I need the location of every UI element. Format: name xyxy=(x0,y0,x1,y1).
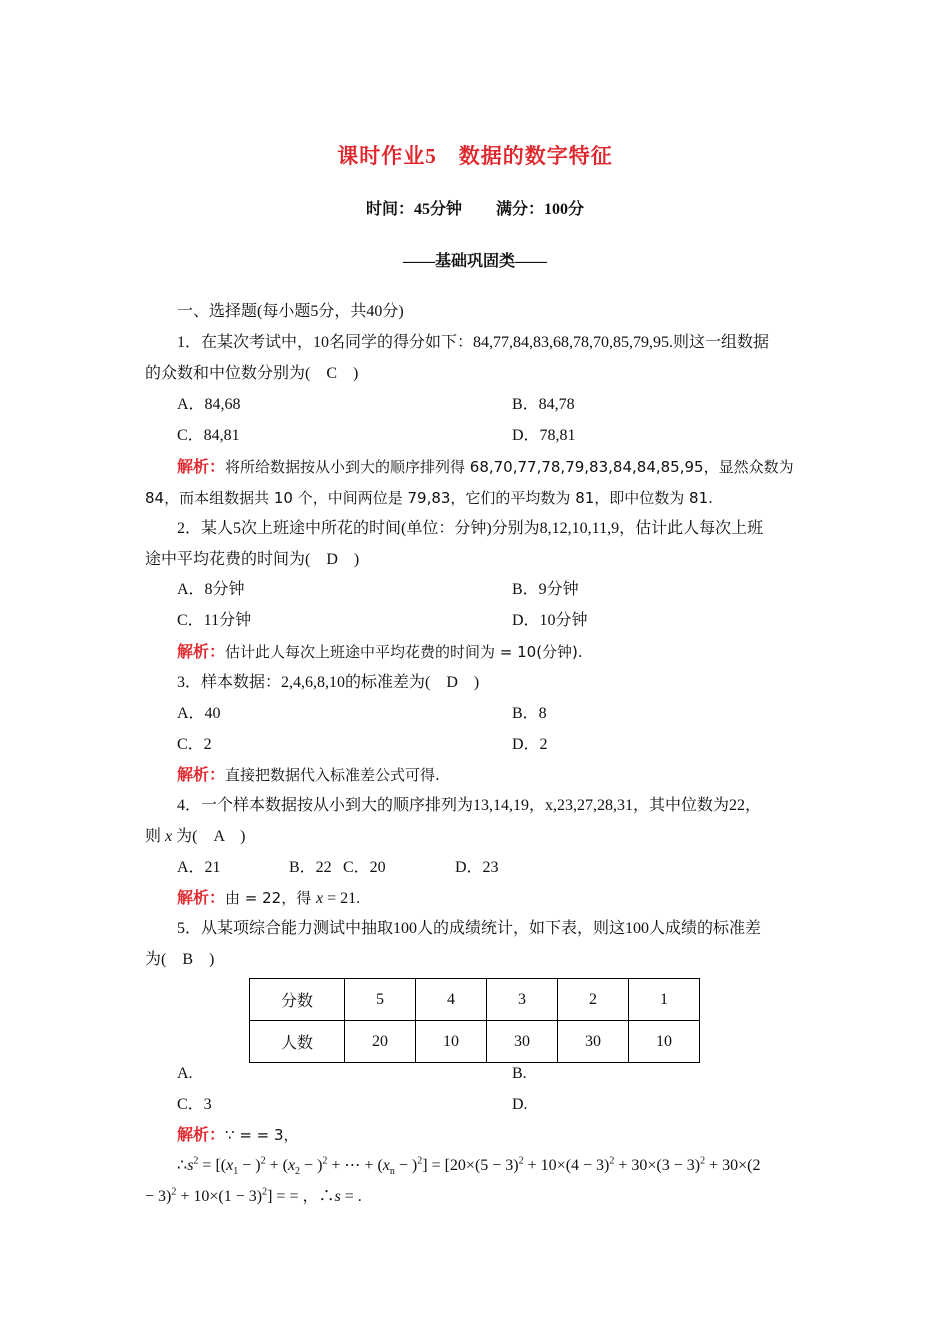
q5-option-d: D. xyxy=(512,1096,528,1113)
analysis-label: 解析： xyxy=(177,459,226,476)
analysis-label: 解析： xyxy=(177,644,226,661)
q3-analysis xyxy=(177,764,440,787)
q2-option-a: A．8分钟 xyxy=(177,581,245,598)
q4-analysis-var: x xyxy=(315,890,324,907)
q2-text-line2: 途中平均花费的时间为( D ) xyxy=(145,551,360,568)
formula-exp: 2 xyxy=(417,1155,423,1167)
q3-option-d: D．2 xyxy=(512,736,548,753)
q2-option-b: B．9分钟 xyxy=(512,581,579,598)
time-limit: 时间：45分钟 xyxy=(365,201,462,218)
table-row xyxy=(250,1021,700,1063)
q1-text-line2: 的众数和中位数分别为( C ) xyxy=(145,365,359,382)
formula-sub: 2 xyxy=(295,1166,301,1178)
q1-option-a: A．84,68 xyxy=(177,396,241,413)
formula-var: x xyxy=(226,1157,234,1174)
formula-part: + 10×(4 − 3) xyxy=(523,1157,610,1174)
formula-sub: n xyxy=(389,1166,395,1178)
q1-option-c: C．84,81 xyxy=(177,427,240,444)
table-cell: 30 xyxy=(487,1021,558,1063)
table-cell: 3 xyxy=(487,979,558,1021)
q3-option-c: C．2 xyxy=(177,736,212,753)
table-cell: 5 xyxy=(345,979,416,1021)
table-cell: 30 xyxy=(558,1021,629,1063)
analysis-label: 解析： xyxy=(177,890,226,907)
formula-part: − ) xyxy=(238,1157,261,1174)
page-title: 课时作业5 数据的数字特征 xyxy=(337,144,613,168)
q4-option-d: D．23 xyxy=(455,859,499,876)
formula-part: + 10×(1 − 3) xyxy=(176,1188,263,1205)
formula-part: + 30×(2 xyxy=(705,1157,761,1174)
section-heading: ——基础巩固类—— xyxy=(402,253,547,270)
formula-exp: 2 xyxy=(260,1155,266,1167)
table-cell: 10 xyxy=(416,1021,487,1063)
table-cell: 1 xyxy=(629,979,700,1021)
formula-var: s xyxy=(187,1157,194,1174)
formula-exp: 2 xyxy=(609,1155,615,1167)
q3-option-b: B．8 xyxy=(512,705,547,722)
q3-text-line1: 3．样本数据：2,4,6,8,10的标准差为( D ) xyxy=(177,674,480,691)
q4-analysis-pre: 由 = 22，得 xyxy=(225,889,316,907)
q4-option-b: B．22 xyxy=(289,859,332,876)
table-header-count: 人数 xyxy=(250,1021,345,1063)
table-cell: 4 xyxy=(416,979,487,1021)
q2-analysis-text: 估计此人每次上班途中平均花费的时间为 = 10(分钟). xyxy=(225,643,583,661)
table-cell: 20 xyxy=(345,1021,416,1063)
formula-sub: 1 xyxy=(233,1166,239,1178)
exam-meta xyxy=(0,199,950,221)
table-cell: 2 xyxy=(558,979,629,1021)
q4-text-line1: 4．一个样本数据按从小到大的顺序排列为13,14,19，x,23,27,28,31，其中位数为22， xyxy=(177,797,762,814)
formula-part: = [( xyxy=(198,1157,227,1174)
q3-analysis-text: 直接把数据代入标准差公式可得. xyxy=(225,766,440,784)
formula-var: x xyxy=(287,1157,296,1174)
formula-part: + ( xyxy=(265,1157,288,1174)
formula-part: − ) xyxy=(394,1157,418,1174)
formula-exp: 2 xyxy=(193,1155,199,1167)
score-table xyxy=(249,978,700,1063)
q4-var-x: x xyxy=(165,828,173,845)
q4-line2-post: 为( A ) xyxy=(172,828,246,845)
q1-analysis-line2: 84，而本组数据共 10 个，中间两位是 79,83，它们的平均数为 81，即中位数为 81. xyxy=(145,489,713,507)
formula-var: s xyxy=(334,1188,341,1205)
q4-line2-pre: 则 xyxy=(145,828,166,845)
formula-exp: 2 xyxy=(700,1155,706,1167)
q4-option-c: C．20 xyxy=(343,859,386,876)
q5-formula-line2 xyxy=(145,1186,362,1208)
q4-text-line2 xyxy=(145,826,245,848)
q5-option-c: C．3 xyxy=(177,1096,212,1113)
q1-analysis-line1 xyxy=(177,456,794,479)
q5-formula-line1 xyxy=(177,1155,760,1177)
formula-exp: 2 xyxy=(262,1186,268,1198)
q1-option-b: B．84,78 xyxy=(512,396,575,413)
q1-option-d: D．78,81 xyxy=(512,427,576,444)
formula-part: = . xyxy=(340,1188,362,1205)
table-row xyxy=(250,979,700,1021)
full-score: 满分：100分 xyxy=(496,201,585,218)
table-header-score: 分数 xyxy=(250,979,345,1021)
q4-analysis xyxy=(177,887,360,910)
formula-part: − ) xyxy=(300,1157,323,1174)
q1-analysis-text1: 将所给数据按从小到大的顺序排列得 68,70,77,78,79,83,84,84,85,95，显然众数为 xyxy=(225,458,794,476)
q2-option-d: D．10分钟 xyxy=(512,612,588,629)
q2-text-line1: 2．某人5次上班途中所花的时间(单位：分钟)分别为8,12,10,11,9，估计此人每次上班 xyxy=(177,520,764,537)
formula-part: + ⋯ + ( xyxy=(327,1157,383,1174)
q2-option-c: C．11分钟 xyxy=(177,612,252,629)
table-cell: 10 xyxy=(629,1021,700,1063)
q5-option-a: A. xyxy=(177,1065,193,1082)
part-heading: 一、选择题(每小题5分，共40分) xyxy=(177,303,404,320)
q5-analysis-text1: ∵ = = 3， xyxy=(225,1126,299,1144)
formula-var: x xyxy=(382,1157,390,1174)
q5-text-line2: 为( B ) xyxy=(145,951,215,968)
q5-text-line1: 5．从某项综合能力测试中抽取100人的成绩统计，如下表，则这100人成绩的标准差 xyxy=(177,920,762,937)
formula-part: − 3) xyxy=(145,1188,172,1205)
formula-part: ] = [20×(5 − 3) xyxy=(422,1157,519,1174)
analysis-label: 解析： xyxy=(177,767,226,784)
q3-option-a: A．40 xyxy=(177,705,221,722)
q2-analysis xyxy=(177,641,583,664)
q1-text-line1: 1．在某次考试中，10名同学的得分如下：84,77,84,83,68,78,70,85,79,95.则这一组数据 xyxy=(177,334,770,351)
analysis-label: 解析： xyxy=(177,1127,226,1144)
formula-part: + 30×(3 − 3) xyxy=(614,1157,701,1174)
formula-exp: 2 xyxy=(322,1155,328,1167)
formula-part: ] = = ，∴ xyxy=(267,1188,335,1205)
q5-option-b: B. xyxy=(512,1065,527,1082)
q5-analysis-line1 xyxy=(177,1124,299,1147)
formula-exp: 2 xyxy=(518,1155,524,1167)
formula-part: ∴ xyxy=(177,1157,188,1174)
q4-option-a: A．21 xyxy=(177,859,221,876)
formula-exp: 2 xyxy=(171,1186,177,1198)
q4-analysis-post: = 21. xyxy=(323,890,361,907)
